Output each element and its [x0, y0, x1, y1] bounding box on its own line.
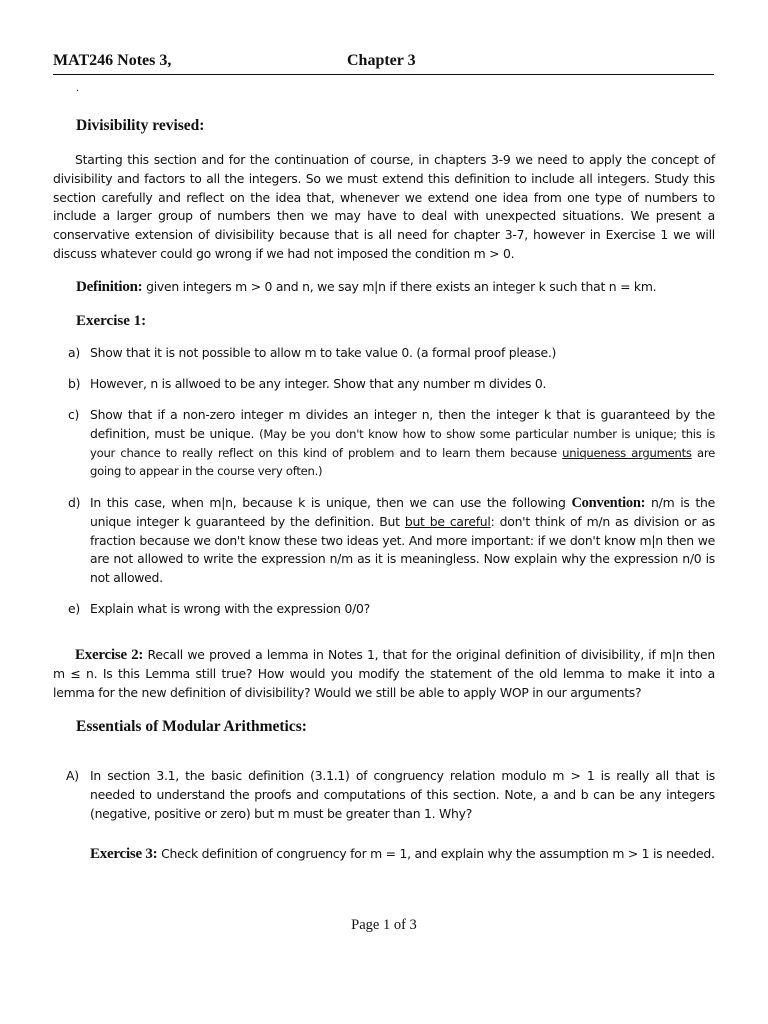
intro-paragraph: Starting this section and for the continuation of course, in chapters 3-9 we need to apply the concept of divisibility and factors to all the integers. So we must extend this definition to include all integers. Study this section carefully and reflect on the idea that, whenever we extend one idea from one type of numbers to include a larger group of numbers then we may have to deal with unexpected situations. We present a conservative extension of divisibility because that is all need for chapter 3-7, however in Exercise 1 we will discuss whatever could go wrong if we had not imposed the condition m > 0.	[53, 152, 715, 261]
note-part-a: (May be you don't know how to show some particular number is unique; this is your chance to really reflect on this kind of problem and to learn them because	[90, 426, 715, 460]
item-text: In section 3.1, the basic definition (3.1.1) of congruency relation modulo m > 1 is really all that is needed to understand the proofs and computations of this section. Note, a and b can be any integers (negative, positive or zero) but m must be greater than 1. Why?	[90, 768, 715, 821]
item-text-a: In this case, when m|n, because k is unique, then we can use the following	[90, 495, 566, 510]
careful-underlined: but be careful	[404, 513, 491, 529]
item-label: A)	[66, 768, 79, 783]
item-label: a)	[68, 345, 80, 360]
page-footer: Page 1 of 3	[351, 917, 417, 933]
item-label: d)	[68, 495, 81, 510]
course-title: MAT246 Notes 3,	[53, 52, 172, 69]
exercise3-label: Exercise 3:	[90, 846, 158, 862]
chapter-title: Chapter 3	[347, 52, 416, 69]
stray-dot: .	[76, 80, 79, 94]
definition-label: Definition:	[76, 279, 143, 295]
convention-label: Convention:	[571, 495, 646, 511]
page-header	[53, 52, 714, 75]
section-heading-divisibility: Divisibility revised:	[76, 117, 205, 134]
section-heading-modular: Essentials of Modular Arithmetics:	[76, 718, 307, 735]
note-part-b: are going to appear in the course very often.)	[90, 445, 715, 479]
exercise3-text: Check definition of congruency for m = 1, and explain why the assumption m > 1 is needed.	[161, 846, 715, 861]
item-text	[90, 406, 715, 481]
item-text	[90, 494, 715, 588]
definition	[76, 278, 715, 297]
item-text-b: n/m is the unique integer k guaranteed by the definition. But	[90, 495, 715, 529]
item-label: b)	[68, 376, 81, 391]
exercise3	[90, 845, 715, 864]
exercise2-text: Recall we proved a lemma in Notes 1, that for the original definition of divisibility, if m|n then m ≤ n. Is this Lemma still true? How would you modify the statement of the old lemma to make it into a lemma for the new definition of divisibility? Would we still be able to apply WOP in our arguments?	[53, 647, 715, 700]
item-text: Show that it is not possible to allow m to take value 0. (a formal proof please.)	[90, 345, 557, 360]
item-label: e)	[68, 601, 80, 616]
item-main-text: Show that if a non-zero integer m divides an integer n, then the integer k that is guaranteed by the definition, must be unique.	[90, 407, 715, 441]
item-text: Explain what is wrong with the expression 0/0?	[90, 601, 370, 616]
item-text: However, n is allwoed to be any integer. Show that any number m divides 0.	[90, 376, 547, 391]
definition-text: given integers m > 0 and n, we say m|n if there exists an integer k such that n = km.	[146, 279, 657, 294]
exercise1-label: Exercise 1:	[76, 313, 147, 329]
exercise2	[53, 646, 715, 702]
note-underlined: uniqueness arguments	[562, 445, 692, 460]
exercise2-label: Exercise 2:	[75, 647, 144, 663]
item-label: c)	[68, 407, 80, 422]
item-text-c: : don't think of m/n as division or as fraction because we don't know these two ideas yet. And more important: if we don't know m|n then we are not allowed to write the expression n/m as it is meaningless. Now explain why the expression n/0 is not allowed.	[90, 513, 715, 586]
